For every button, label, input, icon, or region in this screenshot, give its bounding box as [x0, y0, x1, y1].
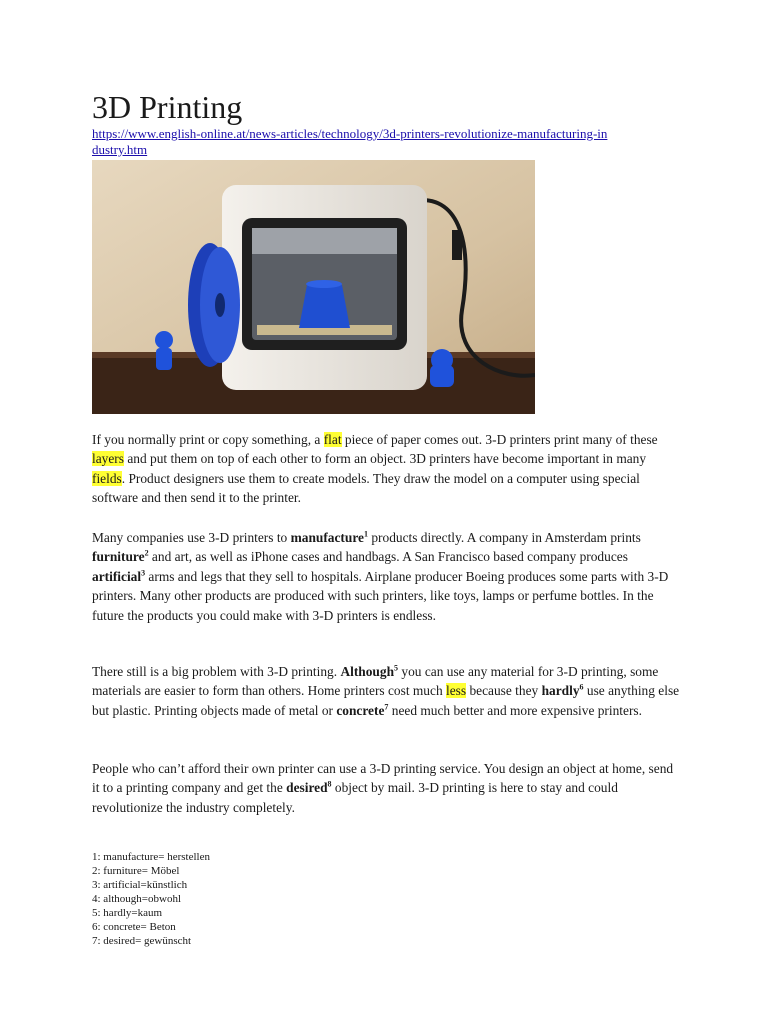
vocab-word: Although	[340, 664, 395, 679]
vocab-word: hardly	[541, 683, 580, 699]
glossary-item: 1: manufacture= herstellen	[92, 851, 210, 863]
source-link[interactable]: https://www.english-online.at/news-articles/technology/3d-printers-revolutionize-manufacturing-industry.htm	[92, 126, 608, 157]
glossary-item: 6: concrete= Beton	[92, 921, 176, 933]
glossary-item: 7: desired= gewünscht	[92, 935, 192, 947]
paragraph-intro: If you normally print or copy something, a flat piece of paper comes out. 3-D printers print many of these layers and put them on top of each other to form an object. 3D printers have become important in many fields. Product designers use them to create models. They draw the model on a computer using special software and then send it to the printer.	[92, 432, 658, 506]
paragraph-companies: Many companies use 3-D printers to manufacture$^1$ products directly. A company in Amsterdam prints furniture$^2$ and art, as well as iPhone cases and handbags. A San Francisco based company produces artificial$^3$ arms and legs that they sell to hospitals. Airplane producer Boeing produces some parts with 3-D printers. Many other products are produced with such printers, like toys, lamps or perfume bottles. In the future the products you could make with 3-D printers is endless.	[92, 529, 669, 623]
glossary-item: 5: hardly=kaum	[92, 907, 163, 919]
highlighted-word: flat	[323, 432, 342, 447]
highlighted-word: layers	[92, 451, 124, 467]
vocab-word: desired	[286, 780, 328, 796]
glossary-item: 3: artificial=künstlich	[92, 879, 188, 891]
printer-photo	[92, 160, 535, 414]
vocab-word: furniture	[92, 549, 145, 565]
glossary-item: 4: although=obwohl	[92, 893, 182, 905]
highlighted-word: less	[446, 683, 467, 699]
printer-photo-graphic	[92, 160, 535, 414]
glossary-item: 2: furniture= Möbel	[92, 865, 180, 877]
vocab-word: manufacture	[290, 530, 364, 545]
vocab-word: artificial	[92, 568, 142, 584]
highlighted-word: fields	[92, 470, 122, 486]
paragraph-service: People who can’t afford their own printer can use a 3-D printing service. You design an object at home, send it to a printing company and get the desired$^8$ object by mail. 3-D printing is here to stay and could revolutionize the industry completely.	[92, 761, 674, 815]
paragraph-problem: There still is a big problem with 3-D printing. Although$^5$ you can use any material for 3-D printing, some materials are easier to form than others. Home printers cost much less because they hardly$^6$ use anything else but plastic. Printing objects made of metal or concrete$^7$ need much better and more expensive printers.	[92, 663, 680, 718]
vocab-word: concrete	[336, 702, 385, 718]
glossary-list	[92, 850, 210, 948]
page-title: 3D Printing	[92, 89, 243, 125]
